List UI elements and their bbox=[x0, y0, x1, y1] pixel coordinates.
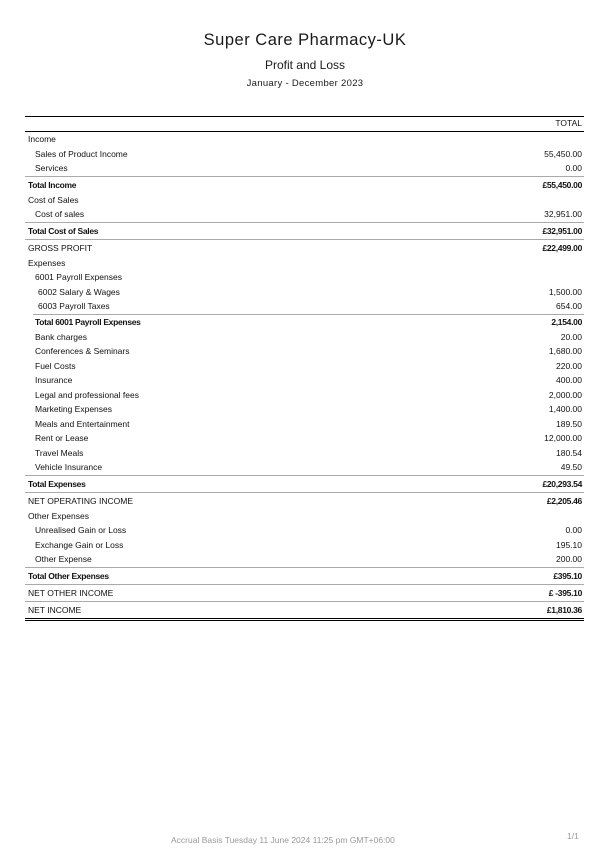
column-header-total: TOTAL bbox=[555, 118, 582, 128]
gross-profit-row: GROSS PROFIT £22,499.00 bbox=[25, 239, 584, 256]
table-row: Marketing Expenses 1,400.00 bbox=[35, 404, 582, 414]
subsection-payroll: 6001 Payroll Expenses bbox=[35, 272, 122, 282]
table-row: Insurance 400.00 bbox=[35, 375, 582, 385]
table-row: Bank charges 20.00 bbox=[35, 331, 582, 342]
table-row: Fuel Costs 220.00 bbox=[35, 360, 582, 371]
section-other-expenses: Other Expenses bbox=[28, 510, 89, 521]
table-row: Vehicle Insurance 49.50 bbox=[35, 462, 582, 472]
net-operating-income-row: NET OPERATING INCOME £2,205.46 bbox=[25, 492, 584, 509]
company-name: Super Care Pharmacy-UK bbox=[203, 31, 407, 49]
table-row: Services 0.00 bbox=[35, 163, 582, 173]
table-row: Unrealised Gain or Loss 0.00 bbox=[35, 525, 582, 535]
table-row: Conferences & Seminars 1,680.00 bbox=[35, 346, 582, 356]
report-period: January - December 2023 bbox=[246, 78, 364, 89]
table-row: Travel Meals 180.54 bbox=[35, 447, 582, 458]
table-row: Meals and Entertainment 189.50 bbox=[35, 418, 582, 429]
table-row: Cost of sales 32,951.00 bbox=[35, 209, 582, 219]
table-row: Exchange Gain or Loss 195.10 bbox=[35, 539, 582, 550]
report-title: Profit and Loss bbox=[264, 58, 346, 72]
total-income-row: Total Income £55,450.00 bbox=[25, 176, 584, 193]
table-row: 6002 Salary & Wages 1,500.00 bbox=[38, 286, 582, 297]
table-row: Rent or Lease 12,000.00 bbox=[35, 433, 582, 443]
report-footer-basis: Accrual Basis Tuesday 11 June 2024 11:25 pm GMT+06:00 bbox=[171, 835, 395, 845]
net-other-income-row: NET OTHER INCOME £ -395.10 bbox=[25, 584, 584, 601]
table-row: Sales of Product Income 55,450.00 bbox=[35, 148, 582, 159]
section-cost-of-sales: Cost of Sales bbox=[28, 194, 79, 205]
table-row: 6003 Payroll Taxes 654.00 bbox=[38, 301, 582, 311]
total-expenses-row: Total Expenses £20,293.54 bbox=[25, 475, 584, 492]
column-header-row bbox=[25, 117, 584, 132]
table-row: Other Expense 200.00 bbox=[35, 554, 582, 564]
page-number: 1/1 bbox=[567, 831, 579, 841]
net-income-row: NET INCOME £1,810.36 bbox=[25, 601, 584, 621]
table-row: Legal and professional fees 2,000.00 bbox=[35, 389, 582, 400]
profit-loss-table bbox=[25, 116, 584, 621]
total-payroll-row: Total 6001 Payroll Expenses 2,154.00 bbox=[25, 314, 584, 330]
section-income: Income bbox=[28, 134, 56, 144]
total-other-expenses-row: Total Other Expenses £395.10 bbox=[25, 567, 584, 584]
total-cost-of-sales-row: Total Cost of Sales £32,951.00 bbox=[25, 222, 584, 239]
section-expenses: Expenses bbox=[28, 257, 66, 268]
